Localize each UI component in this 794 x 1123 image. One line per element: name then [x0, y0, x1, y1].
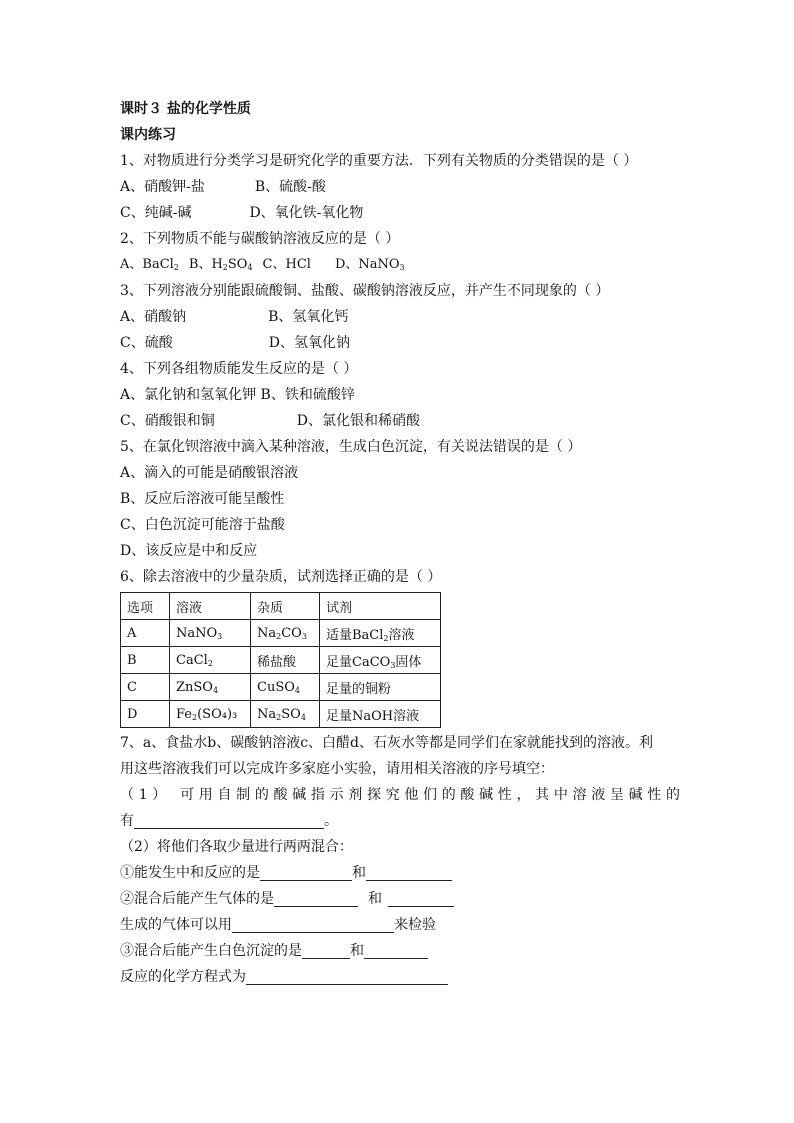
- cell-option: D: [121, 701, 170, 728]
- q5-option-c: C、白色沉淀可能溶于盐酸: [120, 517, 285, 533]
- q7-equation: 反应的化学方程式为: [120, 964, 680, 990]
- cell-option: C: [121, 674, 170, 701]
- answer-blank-gas-test[interactable]: [232, 916, 394, 933]
- answer-blank-equation[interactable]: [246, 968, 448, 985]
- table-row: [121, 647, 441, 674]
- q2-option-b: B、$H_2SO_4$: [188, 257, 253, 272]
- q1-option-a: A、硝酸钾-盐: [120, 179, 205, 195]
- q2-options: [120, 252, 680, 278]
- q3-stem: 3、下列溶液分别能跟硫酸铜、盐酸、碳酸钠溶液反应，并产生不同现象的（ ）: [120, 283, 610, 299]
- cell-impurity: 稀盐酸: [251, 647, 320, 674]
- q3-option-b: B、氢氧化钙: [268, 309, 349, 325]
- q1-option-c: C、纯碱-碱: [120, 205, 192, 221]
- cell-solution: $Fe_2(SO_4)_3$: [170, 701, 251, 728]
- q3-option-a: A、硝酸钠: [120, 309, 187, 325]
- cell-solution: CaCl$_2$: [170, 647, 251, 674]
- answer-blank-neutralization-2[interactable]: [366, 864, 452, 881]
- q3-options-cd: [120, 330, 680, 356]
- header-solution: 溶液: [170, 593, 251, 620]
- q1-option-b: B、硫酸-酸: [254, 179, 326, 195]
- q7-gas-test: 生成的气体可以用 来检验: [120, 917, 436, 933]
- header-reagent: 试剂: [320, 593, 441, 620]
- q7-stem-line1: 7、a、食盐水b、碳酸钠溶液c、白醋d、石灰水等都是同学们在家就能找到的溶液。利: [120, 735, 654, 751]
- q7-item1: ①能发生中和反应的是 和: [120, 860, 680, 886]
- q5-option-b: B、反应后溶液可能呈酸性: [120, 491, 285, 507]
- q5-option-a: A、滴入的可能是硝酸银溶液: [120, 465, 299, 481]
- q4-option-c: C、硝酸银和铜: [120, 413, 215, 429]
- answer-blank-neutralization-1[interactable]: [260, 864, 352, 881]
- answer-blank-gas-1[interactable]: [274, 890, 358, 907]
- q2-option-a: A、BaCl$_2$: [120, 257, 179, 272]
- answer-blank-precipitate-2[interactable]: [364, 942, 428, 959]
- q1-stem: 1、对物质进行分类学习是研究化学的重要方法．下列有关物质的分类错误的是（ ）: [120, 153, 638, 169]
- q7-item2: ②混合后能产生气体的是 和: [120, 886, 680, 912]
- cell-solution: NaNO$_3$: [170, 620, 251, 647]
- q6-stem: 6、除去溶液中的少量杂质，试剂选择正确的是（ ）: [120, 569, 442, 585]
- answer-blank-gas-2[interactable]: [388, 890, 454, 907]
- q4-option-d: D、氯化银和稀硝酸: [296, 413, 420, 429]
- lesson-title: 课时３ 盐的化学性质: [120, 101, 251, 117]
- q2-option-c: C、HCl: [262, 257, 311, 272]
- cell-reagent: 足量NaOH溶液: [320, 701, 441, 728]
- q4-stem: 4、下列各组物质能发生反应的是（ ）: [120, 361, 358, 377]
- cell-impurity: $Na_2CO_3$: [251, 620, 320, 647]
- q3-options-ab: [120, 304, 680, 330]
- cell-reagent: 适量BaCl$_2$溶液: [320, 620, 441, 647]
- header-option: 选项: [121, 593, 170, 620]
- q2-stem: 2、下列物质不能与碳酸钠溶液反应的是（ ）: [120, 231, 400, 247]
- q7-stem-line2: 用这些溶液我们可以完成许多家庭小实验，请用相关溶液的序号填空：: [120, 761, 554, 777]
- q7-item3: ③混合后能产生白色沉淀的是 和: [120, 938, 680, 964]
- q5-option-d: D、该反应是中和反应: [120, 543, 258, 559]
- cell-reagent: 足量CaCO$_3$固体: [320, 647, 441, 674]
- worksheet: [120, 96, 680, 990]
- cell-impurity: $Na_2SO_4$: [251, 701, 320, 728]
- answer-blank-precipitate-1[interactable]: [302, 942, 350, 959]
- q1-options-ab: [120, 174, 680, 200]
- section-title: 课内练习: [120, 127, 176, 143]
- q1-option-d: D、氧化铁-氧化物: [249, 205, 364, 221]
- q7-part1-line1: （1） 可用自制的酸碱指示剂探究他们的酸碱性，其中溶液呈碱性的: [120, 787, 680, 803]
- table-row: [121, 620, 441, 647]
- q4-options-cd: [120, 408, 680, 434]
- q3-option-c: C、硫酸: [120, 335, 173, 351]
- table-row: [121, 674, 441, 701]
- table-row: [121, 701, 441, 728]
- q4-options-ab: A、氯化钠和氢氧化钾 B、铁和硫酸锌: [120, 387, 355, 403]
- q1-options-cd: [120, 200, 680, 226]
- q7-part1-line2: 有 。: [120, 813, 338, 829]
- q5-stem: 5、在氯化钡溶液中滴入某种溶液，生成白色沉淀，有关说法错误的是（ ）: [120, 439, 582, 455]
- cell-reagent: 足量的铜粉: [320, 674, 441, 701]
- answer-blank-alkaline[interactable]: [134, 812, 324, 829]
- table-header-row: [121, 593, 441, 620]
- cell-option: A: [121, 620, 170, 647]
- cell-impurity: CuSO$_4$: [251, 674, 320, 701]
- cell-option: B: [121, 647, 170, 674]
- cell-solution: ZnSO$_4$: [170, 674, 251, 701]
- q6-options-table: [120, 592, 441, 728]
- q3-option-d: D、氢氧化钠: [268, 335, 350, 351]
- q2-option-d: D、NaNO$_3$: [334, 257, 405, 272]
- q7-part2: （2）将他们各取少量进行两两混合：: [120, 839, 353, 855]
- header-impurity: 杂质: [251, 593, 320, 620]
